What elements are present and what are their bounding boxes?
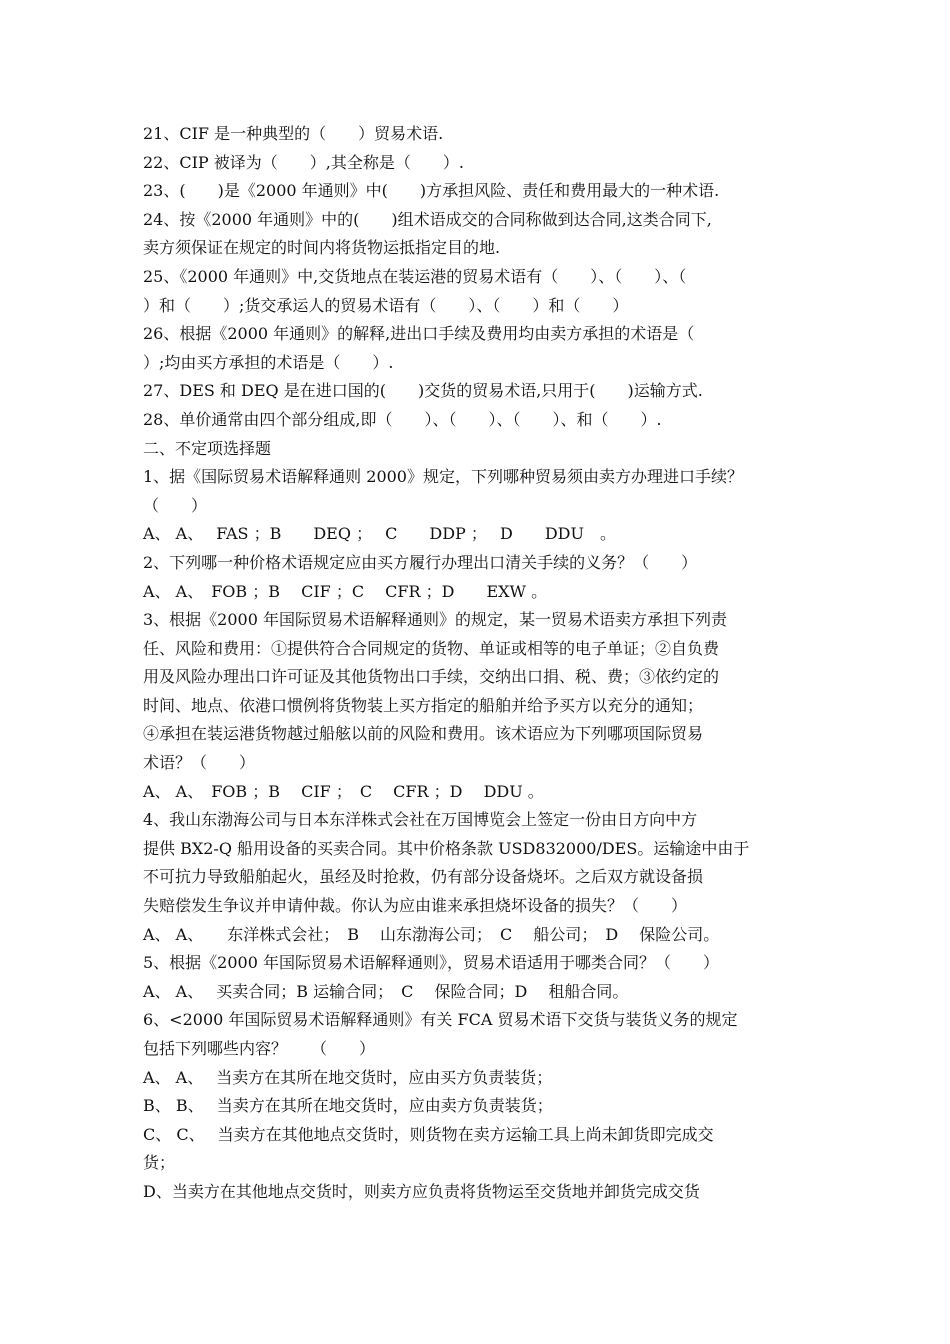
- answer-options: A、 A、 FAS ；B DEQ ； C DDP ； D DDU 。: [143, 524, 616, 544]
- answer-option-c: C、 C、 当卖方在其他地点交货时，则货物在卖方运输工具上尚未卸货即完成交: [143, 1124, 714, 1144]
- text-line: 26、根据《2000 年通则》的解释,进出口手续及费用均由卖方承担的术语是（: [143, 324, 695, 344]
- text-line: 21、CIF 是一种典型的（ ）贸易术语.: [143, 124, 444, 143]
- text-line: 2、下列哪一种价格术语规定应由买方履行办理出口清关手续的义务？（ ）: [143, 552, 698, 572]
- text-line: 用及风险办理出口许可证及其他货物出口手续，交纳出口捐、税、费；③依约定的: [143, 667, 720, 687]
- answer-options: A、 A、 FOB ；B CIF ； C CFR ；D DDU 。: [143, 781, 544, 801]
- text-line: 28、单价通常由四个部分组成,即（ ）、（ ）、（ ）、和（ ）.: [143, 409, 662, 429]
- text-line: ）;均由买方承担的术语是（ ）.: [143, 352, 394, 372]
- text-line: 24、按《2000 年通则》中的( )组术语成交的合同称做到达合同,这类合同下,: [143, 209, 712, 229]
- text-line: 4、我山东渤海公司与日本东洋株式会社在万国博览会上签定一份由日方向中方: [143, 810, 698, 830]
- answer-options: A、 A、 FOB ；B CIF ；C CFR ；D EXW 。: [143, 581, 548, 601]
- text-line: 27、DES 和 DEQ 是在进口国的( )交货的贸易术语,只用于( )运输方式.: [143, 381, 703, 401]
- text-line: 任、风险和费用：①提供符合合同规定的货物、单证或相等的电子单证；②自负费: [143, 638, 720, 658]
- text-line: 时间、地点、依港口惯例将货物装上买方指定的船舶并给予买方以充分的通知；: [143, 695, 704, 715]
- text-line: 失赔偿发生争议并申请仲裁。你认为应由谁来承担烧坏设备的损失？（ ）: [143, 896, 688, 916]
- text-line: 货；: [143, 1153, 176, 1173]
- text-line: 1、据《国际贸易术语解释通则 2000》规定，下列哪种贸易须由卖方办理进口手续？: [143, 467, 743, 487]
- text-line: 不可抗力导致船舶起火，虽经及时抢救，仍有部分设备烧坏。之后双方就设备损: [143, 867, 704, 887]
- text-line: 卖方须保证在规定的时间内将货物运抵指定目的地.: [143, 238, 501, 258]
- text-line: （ ）: [143, 495, 208, 515]
- text-line: 提供 BX2-Q 船用设备的买卖合同。其中价格条款 USD832000/DES。运输途中由于: [143, 838, 750, 858]
- answer-option-d: D、当卖方在其他地点交货时，则卖方应负责将货物运至交货地并卸货完成交货: [143, 1181, 700, 1201]
- text-line: 3、根据《2000 年国际贸易术语解释通则》的规定，某一贸易术语卖方承担下列责: [143, 610, 727, 630]
- text-line: ④承担在装运港货物越过船舷以前的风险和费用。该术语应为下列哪项国际贸易: [143, 724, 704, 744]
- answer-option-b: B、 B、 当卖方在其所在地交货时，应由卖方负责装货；: [143, 1096, 553, 1116]
- section-heading: 二、不定项选择题: [143, 438, 272, 458]
- text-line: 6、<2000 年国际贸易术语解释通则》有关 FCA 贸易术语下交货与装货义务的规定: [143, 1010, 738, 1030]
- text-line: ）和（ ）;货交承运人的贸易术语有（ ）、（ ）和（ ）: [143, 295, 629, 315]
- text-line: 包括下列哪些内容？ （ ）: [143, 1039, 376, 1058]
- text-line: 5、根据《2000 年国际贸易术语解释通则》，贸易术语适用于哪类合同？（ ）: [143, 953, 719, 973]
- text-line: 术语？（ ）: [143, 753, 256, 773]
- answer-options: A、 A、 买卖合同；B 运输合同； C 保险合同；D 租船合同。: [143, 981, 629, 1001]
- text-line: 22、CIP 被译为（ ）,其全称是（ ）.: [143, 152, 464, 172]
- answer-option-a: A、 A、 当卖方在其所在地交货时，应由买方负责装货；: [143, 1067, 553, 1087]
- answer-options: A、 A、 东洋株式会社； B 山东渤海公司； C 船公司； D 保险公司。: [143, 924, 720, 944]
- text-line: 23、( )是《2000 年通则》中( )方承担风险、责任和费用最大的一种术语.: [143, 181, 720, 201]
- document-page: [143, 120, 818, 1207]
- text-line: 25、《2000 年通则》中,交货地点在装运港的贸易术语有（ ）、（ ）、（: [143, 266, 687, 286]
